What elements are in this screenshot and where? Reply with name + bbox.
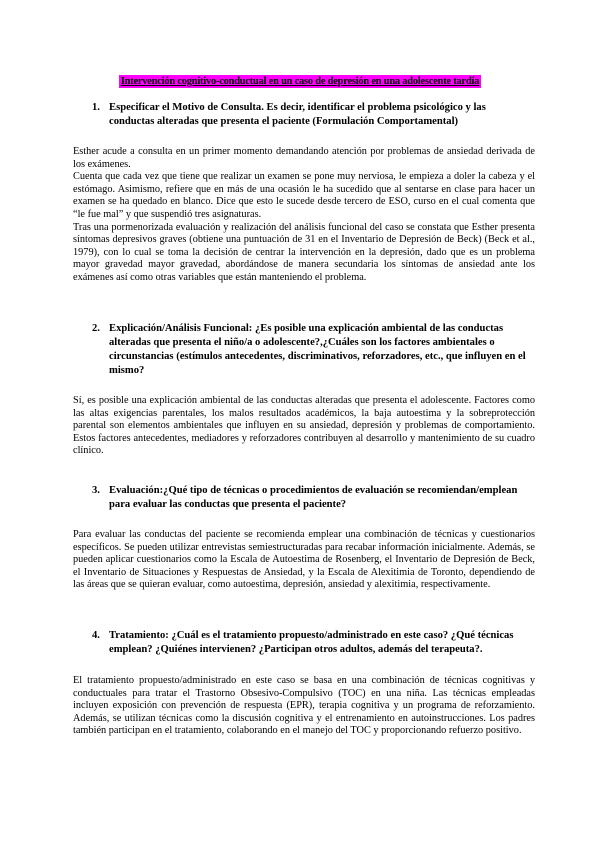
section-1-heading-text: Especificar el Motivo de Consulta. Es decir, identificar el problema psicológico y las conductas alteradas que presenta el paciente (Formulación Comportamental) — [109, 102, 486, 127]
section-2-paragraph: Sí, es posible una explicación ambiental de las conductas alteradas que presenta el adolescente. Factores como las altas exigencias parentales, los malos resultados académicos, la baja autoestima y la sobreprotección parental son elementos ambientales que influyen en su ansiedad, depresión y problemas de comportamiento. Estos factores antecedentes, mediadores y reforzadores contribuyen al desarrollo y mantenimiento de su cuadro clínico. — [73, 395, 535, 457]
section-4-heading — [92, 629, 532, 657]
section-1-heading — [92, 101, 532, 129]
section-3-number: 3. — [92, 485, 100, 496]
section-1-paragraph: Cuenta que cada vez que tiene que realizar un examen se pone muy nerviosa, le empieza a doler la cabeza y el estómago. Asimismo, refiere que en más de una ocasión le ha sucedido que al sentarse en clase para hacer un examen se ha quedado en blanco. Dice que esto le sucede desde tercero de ESO, curso en el cual comenta que “le fue mal” y que suspendió tres asignaturas. — [73, 171, 535, 220]
section-2-heading-text: Explicación/Análisis Funcional: ¿Es posible una explicación ambiental de las conductas alteradas que presenta el niño/a o adolescente?,¿Cuáles son los factores ambientales o circunstancias (estímulos antecedentes, discriminativos, reforzadores, etc., que influyen en el mismo? — [109, 323, 526, 376]
section-4-body — [73, 675, 535, 738]
section-4-number: 4. — [92, 630, 100, 641]
section-1-number: 1. — [92, 102, 100, 113]
section-1-paragraph: Esther acude a consulta en un primer momento demandando atención por problemas de ansiedad derivada de los exámenes. — [73, 146, 535, 170]
section-3-heading-text: Evaluación:¿Qué tipo de técnicas o procedimientos de evaluación se recomiendan/emplean para evaluar las conductas que presenta el paciente? — [109, 485, 518, 510]
section-2-heading — [92, 322, 532, 378]
section-1-paragraph: Tras una pormenorizada evaluación y realización del análisis funcional del caso se constata que Esther presenta síntomas depresivos graves (obtiene una puntuación de 31 en el Inventario de Depresión de Beck) (Beck et al., 1979), con lo cual se toma la decisión de centrar la intervención en la depresión, dado que es un problema mayor gravedad mayor gravedad, abordándose de manera secundaria los síntomas de ansiedad ante los exámenes así como otras variables que están manteniendo el problema. — [73, 221, 535, 283]
section-2-number: 2. — [92, 323, 100, 334]
section-3-body — [73, 529, 535, 592]
section-3-heading — [92, 484, 532, 512]
section-4-paragraph: El tratamiento propuesto/administrado en este caso se basa en una combinación de técnicas cognitivas y conductuales para tratar el Trastorno Obsesivo-Compulsivo (TOC) en una niña. Las técnicas empleadas incluyen exposición con prevención de respuesta (EPR), terapia cognitiva y un programa de reforzamiento. Además, se utilizan técnicas como la discusión cognitiva y el entrenamiento en autoinstrucciones. Los padres también participan en el tratamiento, colaborando en el manejo del TOC y proporcionando refuerzo positivo. — [73, 675, 535, 737]
section-1-body — [73, 146, 535, 285]
section-4-heading-text: Tratamiento: ¿Cuál es el tratamiento propuesto/administrado en este caso? ¿Qué técnicas emplean? ¿Quiénes intervienen? ¿Participan otros adultos, además del terapeuta?. — [109, 630, 514, 655]
document-title: Intervención cognitivo-conductual en un caso de depresión en una adolescente tardía — [120, 76, 480, 87]
title-container — [0, 71, 600, 89]
section-2-body — [73, 395, 535, 458]
section-3-paragraph: Para evaluar las conductas del paciente se recomienda emplear una combinación de técnicas y cuestionarios específicos. Se pueden utilizar entrevistas semiestructuradas para recabar información inicialmente. Además, se pueden aplicar cuestionarios como la Escala de Autoestima de Rosenberg, el Inventario de Depresión de Beck, el Inventario de Situaciones y Respuestas de Ansiedad, y la Escala de Alexitimia de Toronto, dependiendo de las áreas que se quieran evaluar, como autoestima, depresión, ansiedad y alexitimia, respectivamente. — [73, 529, 535, 591]
